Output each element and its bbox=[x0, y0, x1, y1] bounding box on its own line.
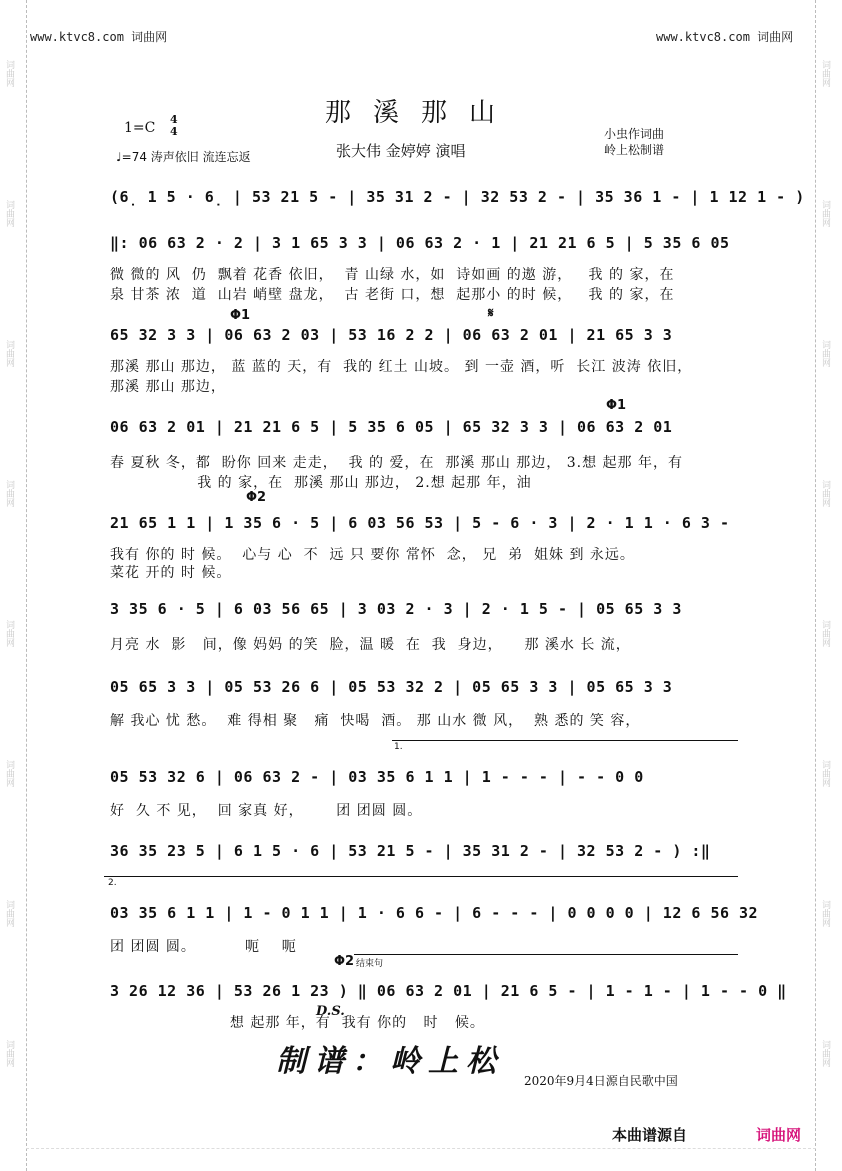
lyric-line: 那溪 那山 那边， bbox=[110, 379, 226, 395]
footer-divider bbox=[26, 1148, 816, 1149]
time-sig-bottom: 4 bbox=[170, 125, 178, 138]
lyric-line: 泉 甘茶 浓 道 山岩 峭壁 盘龙， 古 老街 口，想 起那小 的时 候， 我 的 家，在 bbox=[110, 287, 675, 303]
score-row-4 bbox=[110, 410, 742, 446]
notation-line: 36 35 23 5 | 6 1 5 · 6 | 53 21 5 - | 35 31 2 - | 32 53 2 - ) :‖ bbox=[110, 842, 711, 860]
watermark: 词曲网 bbox=[4, 480, 14, 507]
transcriber-signature: 制谱：岭上松 bbox=[276, 1044, 504, 1079]
tempo-marking: ♩=74 涛声依旧 流连忘返 bbox=[116, 150, 251, 164]
coda-2-mark: Φ2 bbox=[246, 490, 267, 505]
source-date: 2020年9月4日源自民歌中国 bbox=[524, 1074, 678, 1088]
notation-line: ‖: 06 63 2 · 2 | 3 1 65 3 3 | 06 63 2 · 1 | 21 21 6 5 | 5 35 6 05 bbox=[110, 234, 730, 252]
score-row-1 bbox=[110, 180, 805, 216]
ending-bracket bbox=[354, 954, 738, 955]
notation-line: 05 65 3 3 | 05 53 26 6 | 05 53 32 2 | 05 65 3 3 | 05 65 3 3 bbox=[110, 678, 673, 696]
notation-line: 21 65 1 1 | 1 35 6 · 5 | 6 03 56 53 | 5 - 6 · 3 | 2 · 1 1 · 6 3 - bbox=[110, 514, 730, 532]
footer-source-label: 本曲谱源自 bbox=[612, 1126, 688, 1144]
watermark: 词曲网 bbox=[4, 900, 14, 927]
notation-line: 65 32 3 3 | 06 63 2 03 | 53 16 2 2 | 06 63 2 01 | 21 65 3 3 bbox=[110, 326, 673, 344]
notation-line: 3 26 12 36 | 53 26 1 23 ) ‖ 06 63 2 01 | 21 6 5 - | 1 - 1 - | 1 - - 0 ‖ bbox=[110, 982, 787, 1000]
watermark: 词曲网 bbox=[820, 60, 830, 87]
notation-line: 03 35 6 1 1 | 1 - 0 1 1 | 1 · 6 6 - | 6 - - - | 0 0 0 0 | 12 6 56 32 bbox=[110, 904, 759, 922]
score-row-10 bbox=[110, 896, 759, 932]
time-signature bbox=[170, 114, 178, 138]
watermark: 词曲网 bbox=[4, 200, 14, 227]
ds-mark: D.S. bbox=[316, 1004, 345, 1019]
watermark: 词曲网 bbox=[820, 620, 830, 647]
song-title: 那溪那山 bbox=[324, 98, 517, 128]
footer-brand-link[interactable]: 词曲网 bbox=[756, 1126, 802, 1144]
lyric-line: 微 微的 风 仍 飘着 花香 依旧， 青 山绿 水，如 诗如画 的遨 游， 我 的 家，在 bbox=[110, 267, 675, 283]
lyric-line: 团 团圆 圆。 呃 呃 bbox=[110, 939, 297, 955]
volta-2-bracket bbox=[104, 876, 738, 877]
notation-line: (6̣ 1 5 · 6̣ | 53 21 5 - | 35 31 2 - | 32 53 2 - | 35 36 1 - | 1 12 1 - ) bbox=[110, 188, 805, 206]
coda-1-mark: Φ1 bbox=[230, 308, 251, 323]
site-url-left[interactable]: www.ktvc8.com 词曲网 bbox=[30, 30, 168, 44]
lyric-line: 好 久 不 见， 回 家真 好， 团 团圆 圆。 bbox=[110, 803, 423, 819]
site-url-right[interactable]: www.ktvc8.com 词曲网 bbox=[656, 30, 794, 44]
performers: 张大伟 金婷婷 演唱 bbox=[336, 142, 466, 160]
watermark: 词曲网 bbox=[820, 200, 830, 227]
lyric-line: 想 起那 年，有 我有 你的 时 候。 bbox=[110, 1015, 485, 1031]
score-row-3 bbox=[110, 318, 742, 354]
volta-2-label: 2. bbox=[108, 878, 117, 888]
coda-1-mark: Φ1 bbox=[606, 398, 627, 413]
left-margin-strip bbox=[0, 0, 27, 1171]
volta-1-bracket bbox=[392, 740, 738, 741]
lyric-line: 我 的 家，在 那溪 那山 那边， 2.想 起那 年，油 bbox=[110, 475, 532, 491]
watermark: 词曲网 bbox=[820, 1040, 830, 1067]
lyric-line: 菜花 开的 时 候。 bbox=[110, 565, 232, 581]
lyric-line: 那溪 那山 那边， 蓝 蓝的 天，有 我的 红土 山坡。 到 一壶 酒，听 长江 波涛 依旧， bbox=[110, 359, 693, 375]
score-row-8 bbox=[110, 760, 742, 796]
lyric-line: 我有 你的 时 候。 心与 心 不 远 只 要你 常怀 念， 兄 弟 姐妹 到 永远。 bbox=[110, 547, 635, 563]
score-row-6 bbox=[110, 592, 742, 628]
score-row-7 bbox=[110, 670, 742, 706]
key-signature: 1=C bbox=[124, 120, 156, 136]
credits bbox=[604, 126, 664, 158]
watermark: 词曲网 bbox=[820, 340, 830, 367]
watermark: 词曲网 bbox=[4, 760, 14, 787]
ending-label: 结束句 bbox=[356, 959, 384, 969]
score-row-9 bbox=[110, 834, 742, 870]
segno-mark: 𝄋 bbox=[488, 306, 494, 321]
credit-transcriber: 岭上松制谱 bbox=[604, 143, 665, 157]
credit-composer: 小虫作词曲 bbox=[604, 127, 665, 141]
time-sig-top: 4 bbox=[170, 113, 178, 126]
coda-2-mark: Φ2 bbox=[334, 954, 355, 969]
lyric-line: 解 我心 忧 愁。 难 得相 聚 痛 快喝 酒。 那 山水 微 风， 熟 悉的 笑 容， bbox=[110, 713, 641, 729]
score-row-11 bbox=[110, 974, 787, 1010]
notation-line: 3 35 6 · 5 | 6 03 56 65 | 3 03 2 · 3 | 2 · 1 5 - | 05 65 3 3 bbox=[110, 600, 682, 618]
watermark: 词曲网 bbox=[4, 1040, 14, 1067]
watermark: 词曲网 bbox=[820, 900, 830, 927]
score-row-2 bbox=[110, 226, 742, 262]
watermark: 词曲网 bbox=[820, 480, 830, 507]
watermark: 词曲网 bbox=[4, 60, 14, 87]
lyric-line: 春 夏秋 冬，都 盼你 回来 走走， 我 的 爱，在 那溪 那山 那边， 3.想 起那 年，有 bbox=[110, 455, 684, 471]
watermark: 词曲网 bbox=[4, 620, 14, 647]
watermark: 词曲网 bbox=[4, 340, 14, 367]
volta-1-label: 1. bbox=[394, 742, 403, 752]
notation-line: 05 53 32 6 | 06 63 2 - | 03 35 6 1 1 | 1 - - - | - - 0 0 bbox=[110, 768, 644, 786]
right-margin-strip bbox=[815, 0, 842, 1171]
notation-line: 06 63 2 01 | 21 21 6 5 | 5 35 6 05 | 65 32 3 3 | 06 63 2 01 bbox=[110, 418, 673, 436]
watermark: 词曲网 bbox=[820, 760, 830, 787]
score-row-5 bbox=[110, 506, 742, 542]
lyric-line: 月亮 水 影 间，像 妈妈 的笑 脸，温 暖 在 我 身边， 那 溪水 长 流， bbox=[110, 637, 631, 653]
